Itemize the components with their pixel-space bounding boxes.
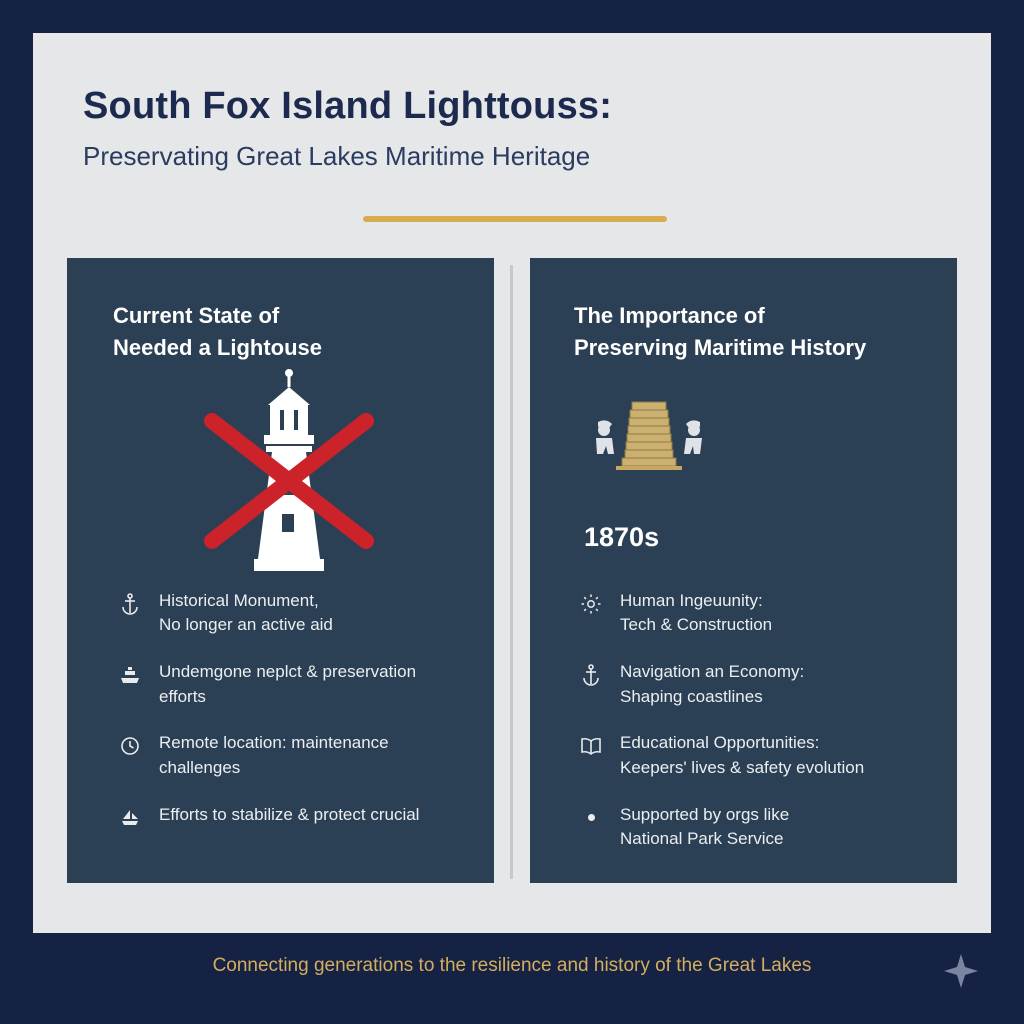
panel-right-bullet-list bbox=[574, 589, 927, 852]
list-item-text bbox=[159, 660, 464, 709]
list-item-line1: Efforts to stabilize & protect crucial bbox=[159, 804, 420, 824]
panel-left-title-line1: Current State of bbox=[113, 303, 280, 328]
list-item-line2: Keepers' lives & safety evolution bbox=[620, 757, 865, 777]
list-item bbox=[574, 589, 927, 638]
list-item-text bbox=[620, 803, 789, 852]
sailboat-icon bbox=[113, 803, 147, 833]
list-item-line1: Supported by orgs like bbox=[620, 804, 790, 824]
title-divider-rule bbox=[363, 216, 667, 222]
list-item-text bbox=[159, 589, 333, 638]
header bbox=[33, 33, 991, 172]
list-item-line2: No longer an active aid bbox=[159, 615, 333, 635]
builders-tower-icon bbox=[574, 364, 927, 514]
page-title: South Fox Island Lighttouss: bbox=[83, 85, 613, 127]
list-item-text bbox=[159, 803, 419, 828]
list-item bbox=[113, 660, 464, 709]
anchor-icon bbox=[574, 660, 608, 690]
page-subtitle: Preservating Great Lakes Maritime Heritage bbox=[83, 140, 591, 171]
ship-icon bbox=[113, 660, 147, 690]
list-item bbox=[113, 803, 464, 833]
panel-divider bbox=[510, 265, 513, 879]
list-item-line1: Undemgone neplct & preservation efforts bbox=[159, 662, 417, 706]
panel-current-state bbox=[67, 258, 494, 883]
panel-left-bullet-list bbox=[113, 589, 464, 833]
panel-right-title bbox=[574, 300, 927, 364]
list-item-text bbox=[620, 589, 772, 638]
sparkle-icon bbox=[940, 950, 982, 992]
list-item-line2: Tech & Construction bbox=[620, 615, 773, 635]
gear-icon bbox=[574, 589, 608, 619]
list-item bbox=[113, 589, 464, 638]
list-item-line1: Navigation an Economy: bbox=[620, 662, 805, 682]
list-item-text bbox=[620, 660, 804, 709]
list-item-line2: National Park Service bbox=[620, 829, 784, 849]
panel-right-title-line2: Preserving Maritime History bbox=[574, 334, 867, 360]
content-card bbox=[33, 33, 991, 933]
list-item-line1: Educational Opportunities: bbox=[620, 733, 820, 753]
list-item bbox=[574, 803, 927, 852]
panel-right-title-line1: The Importance of bbox=[574, 303, 765, 328]
lighthouse-crossed-out-icon bbox=[113, 364, 464, 589]
panel-left-title bbox=[113, 300, 464, 364]
era-label: 1870s bbox=[584, 521, 660, 552]
anchor-icon bbox=[113, 589, 147, 619]
bullet-dot-icon bbox=[574, 803, 608, 833]
list-item-text bbox=[159, 731, 464, 780]
list-item-line1: Human Ingeuunity: bbox=[620, 590, 763, 610]
list-item-line1: Historical Monument, bbox=[159, 590, 319, 610]
list-item-line1: Remote location: maintenance challenges bbox=[159, 733, 389, 777]
book-icon bbox=[574, 731, 608, 761]
list-item-text bbox=[620, 731, 864, 780]
clock-icon bbox=[113, 731, 147, 761]
list-item-line2: Shaping coastlines bbox=[620, 686, 763, 706]
list-item bbox=[574, 660, 927, 709]
panel-importance bbox=[530, 258, 957, 883]
list-item bbox=[113, 731, 464, 780]
panel-left-title-line2: Needed a Lightouse bbox=[113, 334, 323, 360]
footer-text: Connecting generations to the resilience and history of the Great Lakes bbox=[212, 955, 812, 976]
list-item bbox=[574, 731, 927, 780]
